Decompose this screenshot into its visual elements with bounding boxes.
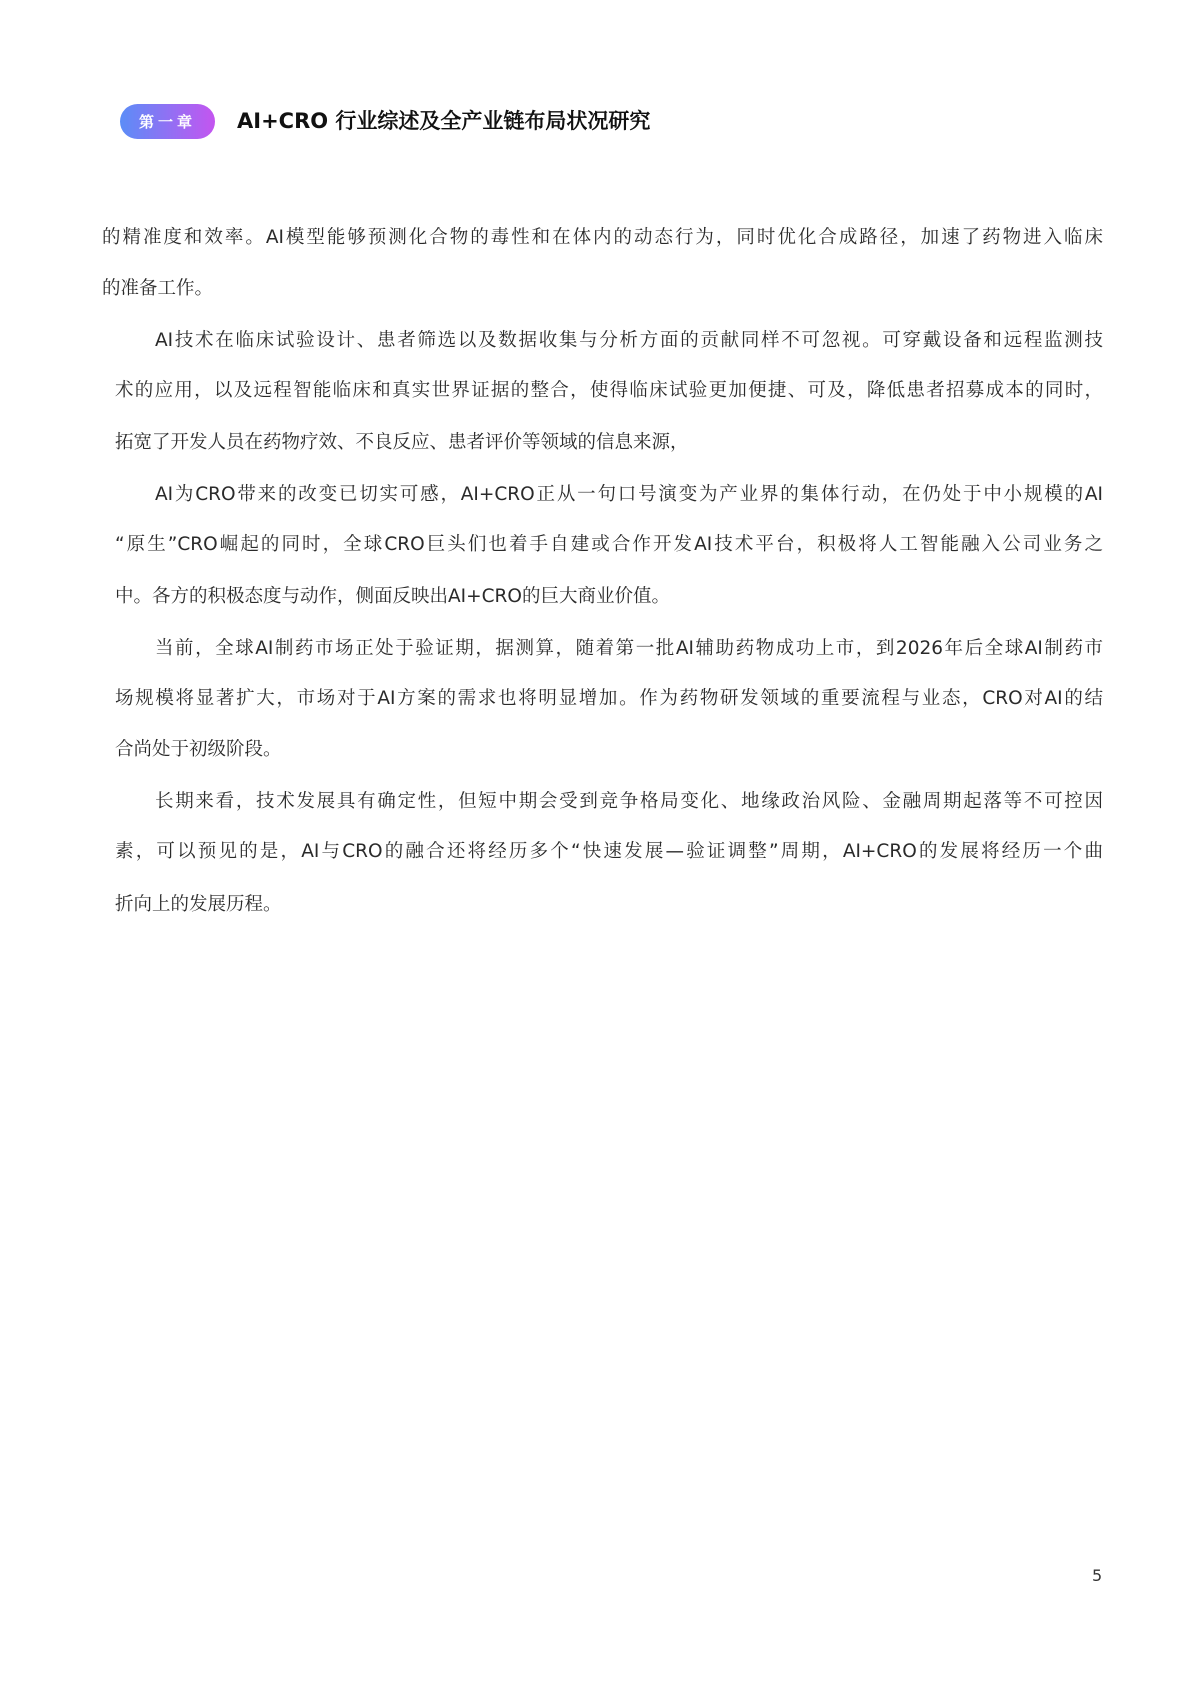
text-line: 折向上的发展历程。 [115,894,282,915]
chapter-badge [120,104,215,139]
text-line: AI为CRO带来的改变已切实可感，AI+CRO正从一句口号演变为产业界的集体行动，在仍处于中小规模的AI [155,484,1103,505]
text-line: 长期来看，技术发展具有确定性，但短中期会受到竞争格局变化、地缘政治风险、金融周期起落等不可控因 [155,791,1103,812]
text-line: 场规模将显著扩大，市场对于AI方案的需求也将明显增加。作为药物研发领域的重要流程与业态，CRO对AI的结 [115,688,1103,709]
text-line: 当前，全球AI制药市场正处于验证期，据测算，随着第一批AI辅助药物成功上市，到2026年后全球AI制药市 [155,638,1103,659]
chapter-badge-label: 第一章 [138,113,196,131]
text-line: AI技术在临床试验设计、患者筛选以及数据收集与分析方面的贡献同样不可忽视。可穿戴设备和远程监测技 [155,330,1103,351]
page-number: 5 [1092,1566,1103,1585]
text-line: 的准备工作。 [102,278,214,299]
text-line: 拓宽了开发人员在药物疗效、不良反应、患者评价等领域的信息来源， [115,432,689,453]
chapter-title: AI+CRO 行业综述及全产业链布局状况研究 [237,109,651,133]
text-line: 素，可以预见的是，AI与CRO的融合还将经历多个“快速发展—验证调整”周期，AI+CRO的发展将经历一个曲 [115,841,1103,862]
text-line: “原生”CRO崛起的同时，全球CRO巨头们也着手自建或合作开发AI技术平台，积极将人工智能融入公司业务之 [115,534,1103,555]
text-line: 中。各方的积极态度与动作，侧面反映出AI+CRO的巨大商业价值。 [115,586,670,607]
text-line: 术的应用，以及远程智能临床和真实世界证据的整合，使得临床试验更加便捷、可及，降低患者招募成本的同时， [115,380,1103,401]
text-line: 合尚处于初级阶段。 [115,739,282,760]
text-line: 的精准度和效率。AI模型能够预测化合物的毒性和在体内的动态行为，同时优化合成路径，加速了药物进入临床 [102,227,1103,248]
